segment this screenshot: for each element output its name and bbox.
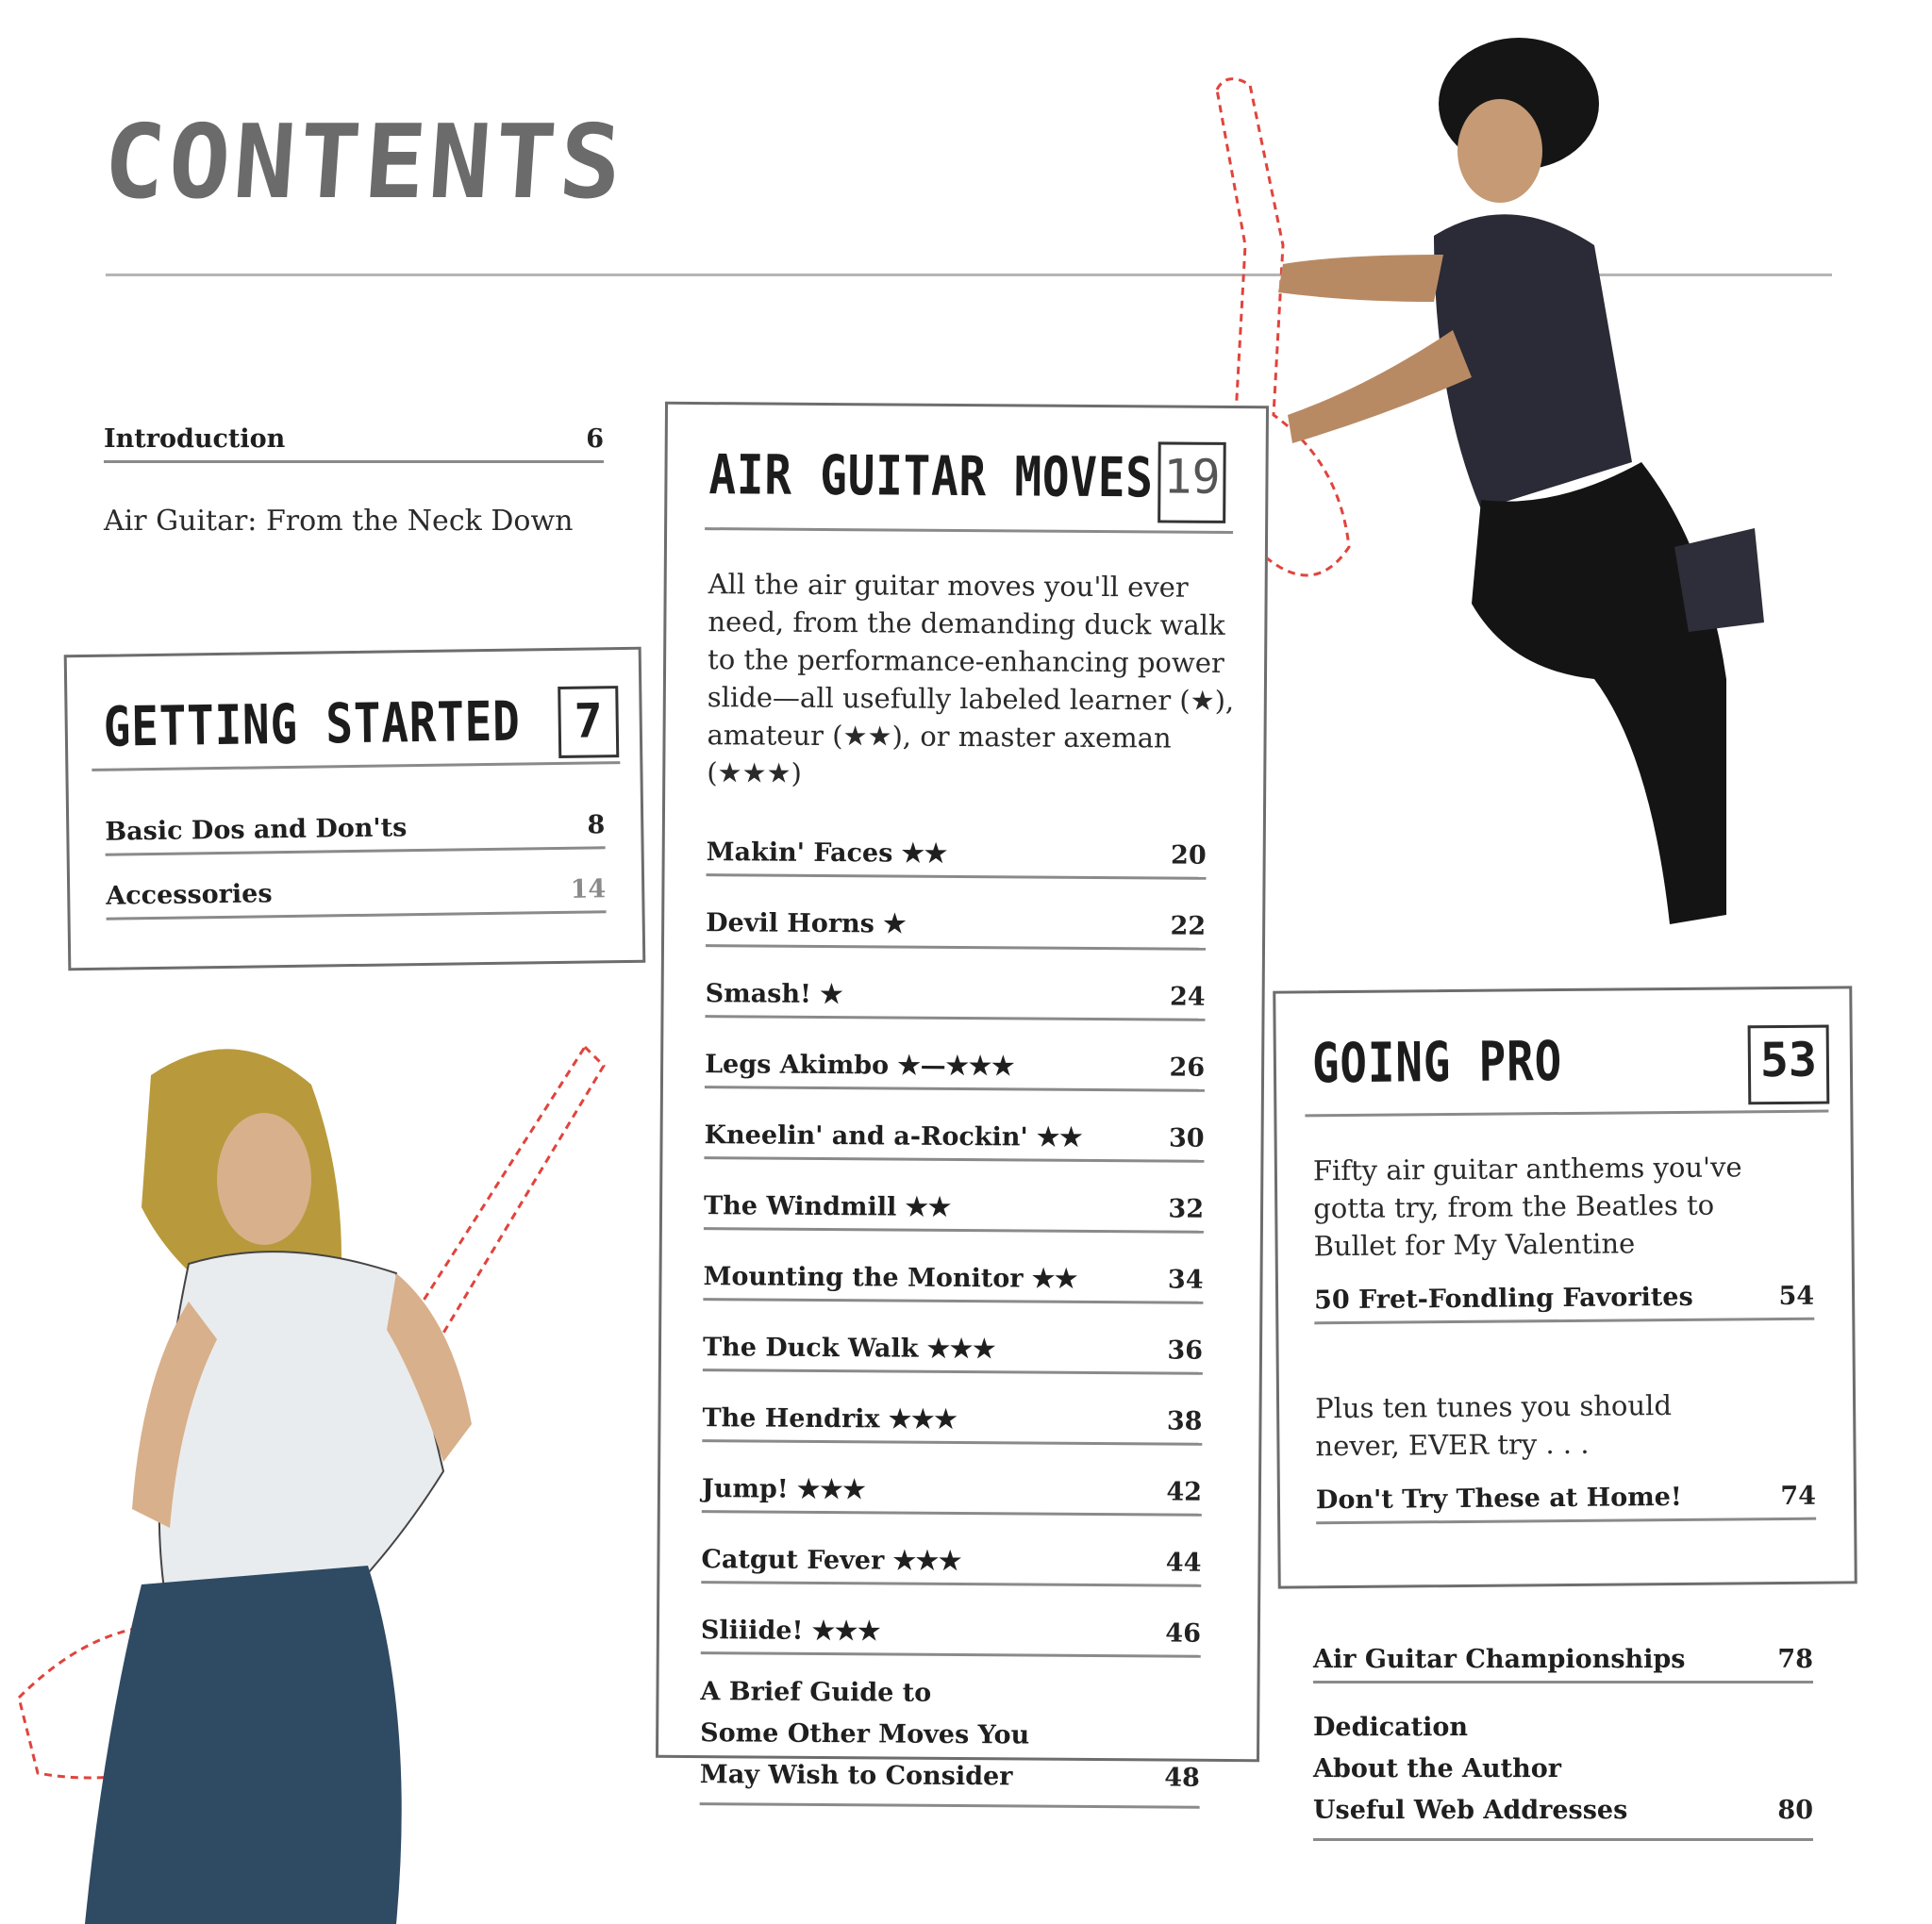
toc-entry-page: 32 bbox=[1168, 1194, 1205, 1224]
section-page-number: 7 bbox=[558, 686, 619, 758]
toc-entry-championships[interactable] bbox=[1313, 1645, 1813, 1684]
toc-entry-page: 38 bbox=[1166, 1406, 1203, 1436]
toc-entry-label-block bbox=[1313, 1707, 1627, 1832]
section-description: Fifty air guitar anthems you've gotta try, from the Beatles to Bullet for My Valentine bbox=[1312, 1151, 1742, 1263]
toc-entry-label: Catgut Fever ★★★ bbox=[701, 1545, 962, 1577]
toc-entry-label: 50 Fret-Fondling Favorites bbox=[1313, 1282, 1693, 1316]
toc-entry-label: Basic Dos and Don'ts bbox=[105, 813, 408, 847]
toc-entry-web-addresses: Useful Web Addresses bbox=[1313, 1796, 1628, 1825]
toc-entry-move[interactable] bbox=[701, 1598, 1201, 1658]
toc-entry-page: 8 bbox=[587, 810, 606, 840]
toc-entry-label: Legs Akimbo ★—★★★ bbox=[705, 1050, 1015, 1082]
toc-entry-label: Mounting the Monitor ★★ bbox=[703, 1262, 1078, 1294]
toc-entry-page: 24 bbox=[1169, 982, 1206, 1012]
toc-entry-move[interactable] bbox=[705, 961, 1205, 1021]
section-heading-rule bbox=[1305, 1110, 1828, 1118]
toc-entry-about-author: About the Author bbox=[1313, 1754, 1561, 1783]
intro-subtitle: Air Guitar: From the Neck Down bbox=[104, 505, 574, 538]
toc-entry-label: Devil Horns ★ bbox=[706, 908, 907, 939]
toc-entry-move[interactable] bbox=[702, 1456, 1202, 1517]
toc-entry-label: Makin' Faces ★★ bbox=[706, 838, 948, 869]
toc-entry-page: 74 bbox=[1780, 1481, 1817, 1512]
toc-entry-page: 20 bbox=[1170, 840, 1207, 871]
toc-entry-page: 26 bbox=[1169, 1053, 1206, 1083]
toc-entry-introduction[interactable] bbox=[104, 424, 604, 463]
toc-entry-move[interactable] bbox=[707, 820, 1207, 880]
section-heading: GETTING STARTED bbox=[103, 688, 522, 759]
toc-entry-label: The Windmill ★★ bbox=[703, 1191, 952, 1222]
toc-entry-label-block bbox=[700, 1671, 1030, 1798]
toc-entry-move[interactable] bbox=[704, 1103, 1204, 1163]
toc-entry-brief-guide[interactable] bbox=[700, 1671, 1201, 1809]
toc-entry-label: Don't Try These at Home! bbox=[1315, 1482, 1682, 1516]
toc-entry-move[interactable] bbox=[703, 1315, 1203, 1375]
toc-entry-move[interactable] bbox=[701, 1527, 1201, 1587]
toc-entry-page: 44 bbox=[1165, 1548, 1202, 1578]
toc-entry-page: 6 bbox=[586, 424, 604, 454]
toc-entry-dont-try[interactable] bbox=[1316, 1482, 1816, 1525]
section-heading: AIR GUITAR MOVES bbox=[708, 442, 1154, 510]
toc-entry-label: Introduction bbox=[104, 424, 286, 454]
toc-entry-page: 22 bbox=[1170, 911, 1207, 941]
toc-entry-page: 48 bbox=[1164, 1763, 1200, 1793]
toc-entry-page: 54 bbox=[1778, 1281, 1815, 1312]
moves-list bbox=[700, 820, 1207, 1809]
jumping-guitarist-illustration bbox=[1198, 19, 1887, 962]
toc-entry-label: Kneelin' and a-Rockin' ★★ bbox=[704, 1120, 1083, 1153]
toc-entry-label: Sliiide! ★★★ bbox=[700, 1616, 881, 1647]
section-box-going-pro bbox=[1273, 986, 1857, 1588]
toc-entry-label: Air Guitar Championships bbox=[1313, 1645, 1686, 1674]
toc-entry-move[interactable] bbox=[704, 1173, 1204, 1234]
toc-entry-accessories[interactable] bbox=[106, 874, 607, 920]
section-box-air-guitar-moves bbox=[656, 402, 1269, 1793]
toc-entry-move[interactable] bbox=[703, 1244, 1203, 1304]
toc-entry-page: 36 bbox=[1167, 1335, 1204, 1366]
toc-entry-page: 78 bbox=[1777, 1645, 1813, 1674]
toc-entry-page: 14 bbox=[570, 874, 607, 904]
toc-entry-label-line: Some Other Moves You bbox=[700, 1718, 1030, 1750]
section-page-number: 19 bbox=[1158, 441, 1226, 523]
toc-entry-fret-fondling[interactable] bbox=[1314, 1282, 1814, 1325]
toc-entry-dedication: Dedication bbox=[1313, 1713, 1469, 1742]
section-heading-rule bbox=[92, 761, 620, 771]
toc-entry-label: Accessories bbox=[106, 879, 273, 911]
toc-entry-back-matter[interactable] bbox=[1313, 1707, 1813, 1841]
toc-entry-move[interactable] bbox=[702, 1385, 1202, 1446]
toc-entry-label: The Hendrix ★★★ bbox=[702, 1403, 958, 1435]
toc-entry-page: 42 bbox=[1166, 1477, 1203, 1507]
toc-entry-move[interactable] bbox=[706, 890, 1206, 951]
section-description: All the air guitar moves you'll ever need, from the demanding duck walk to the performance-enhancing power slide—all usefully labeled learner (★), amateur (★★), or master axeman (★★★) bbox=[707, 568, 1235, 789]
section-box-getting-started bbox=[64, 647, 646, 971]
section-page-number: 53 bbox=[1748, 1025, 1830, 1105]
page-title: CONTENTS bbox=[99, 104, 629, 222]
toc-entry-label-line: A Brief Guide to bbox=[700, 1677, 932, 1708]
toc-entry-basic-dos[interactable] bbox=[105, 810, 606, 855]
toc-entry-label: Smash! ★ bbox=[705, 979, 843, 1010]
toc-entry-page: 46 bbox=[1165, 1618, 1202, 1649]
long-haired-guitarist-illustration bbox=[0, 1019, 641, 1924]
toc-entry-page: 80 bbox=[1777, 1796, 1813, 1825]
toc-entry-label: The Duck Walk ★★★ bbox=[702, 1333, 996, 1365]
toc-entry-page: 30 bbox=[1168, 1123, 1205, 1153]
section-heading: GOING PRO bbox=[1311, 1029, 1563, 1096]
toc-entry-label-line: May Wish to Consider bbox=[699, 1760, 1013, 1792]
section-description: Plus ten tunes you should never, EVER try . . . bbox=[1314, 1389, 1673, 1463]
section-heading-rule bbox=[705, 527, 1233, 534]
toc-entry-label: Jump! ★★★ bbox=[701, 1474, 866, 1505]
toc-entry-page: 34 bbox=[1167, 1265, 1204, 1295]
toc-entry-move[interactable] bbox=[705, 1032, 1205, 1092]
